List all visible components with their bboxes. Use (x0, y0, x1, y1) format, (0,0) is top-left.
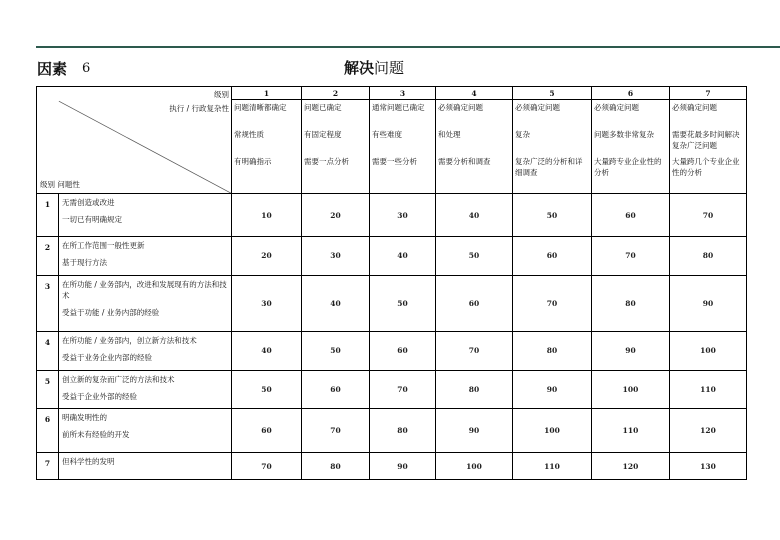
score-cell: 40 (370, 237, 436, 276)
score-cell: 120 (670, 408, 747, 453)
score-cell: 60 (370, 331, 436, 370)
level-header-row (37, 87, 747, 100)
score-cell: 110 (670, 370, 747, 408)
score-cell: 70 (592, 237, 670, 276)
score-cell: 80 (513, 331, 592, 370)
score-cell: 60 (232, 408, 302, 453)
level-number: 6 (592, 87, 670, 100)
score-cell: 20 (232, 237, 302, 276)
row-description: 在所功能 / 业务部内，改进和发展现有的方法和技术 受益于功能 / 业务内部的经验 (59, 275, 232, 331)
row-description: 但科学性的发明 (59, 453, 232, 480)
score-cell: 60 (436, 275, 513, 331)
page-title (344, 57, 404, 78)
row-description: 明确发明性的 前所未有经验的开发 (59, 408, 232, 453)
score-cell: 60 (513, 237, 592, 276)
row-index: 7 (37, 453, 59, 480)
score-cell: 50 (436, 237, 513, 276)
score-cell: 50 (370, 275, 436, 331)
row-index: 4 (37, 331, 59, 370)
level-number: 4 (436, 87, 513, 100)
level-number: 1 (232, 87, 302, 100)
score-cell: 70 (513, 275, 592, 331)
score-cell: 70 (436, 331, 513, 370)
score-cell: 40 (302, 275, 370, 331)
level-number: 5 (513, 87, 592, 100)
row-index: 2 (37, 237, 59, 276)
score-cell: 80 (302, 453, 370, 480)
score-cell: 100 (670, 331, 747, 370)
score-cell: 100 (436, 453, 513, 480)
score-cell: 40 (232, 331, 302, 370)
score-cell: 20 (302, 194, 370, 237)
score-cell: 90 (670, 275, 747, 331)
factor-number: 6 (82, 61, 91, 76)
score-cell: 70 (670, 194, 747, 237)
corner-exec-label: 执行 / 行政复杂性 (169, 104, 229, 113)
score-cell: 60 (592, 194, 670, 237)
table-row (37, 237, 747, 276)
score-cell: 80 (670, 237, 747, 276)
column-description: 必须确定问题 复杂 复杂广泛的分析和详细调查 (513, 100, 592, 194)
score-cell: 100 (513, 408, 592, 453)
row-index: 1 (37, 194, 59, 237)
level-number: 2 (302, 87, 370, 100)
table-row (37, 453, 747, 480)
score-cell: 90 (436, 408, 513, 453)
column-description: 必须确定问题 需要花最多时间解决复杂广泛问题 大量跨几个专业企业性的分析 (670, 100, 747, 194)
table-row (37, 275, 747, 331)
column-description: 问题清晰都确定 常规性质 有明确指示 (232, 100, 302, 194)
corner-scale-label: 级别 问题性 (40, 180, 80, 190)
table-row (37, 331, 747, 370)
score-cell: 90 (592, 331, 670, 370)
row-description: 创立新的复杂而广泛的方法和技术 受益于企业外部的经验 (59, 370, 232, 408)
score-cell: 80 (436, 370, 513, 408)
top-rule (36, 46, 780, 48)
row-description: 无需创造或改进 一切已有明确规定 (59, 194, 232, 237)
score-cell: 90 (370, 453, 436, 480)
score-cell: 80 (370, 408, 436, 453)
page-title-bold: 解决 (344, 59, 375, 77)
score-cell: 30 (302, 237, 370, 276)
score-cell: 130 (670, 453, 747, 480)
table-row (37, 370, 747, 408)
score-cell: 50 (232, 370, 302, 408)
level-number: 3 (370, 87, 436, 100)
score-cell: 110 (513, 453, 592, 480)
score-cell: 50 (302, 331, 370, 370)
score-cell: 80 (592, 275, 670, 331)
score-cell: 70 (370, 370, 436, 408)
row-description: 在所工作范围一般性更新 基于现行方法 (59, 237, 232, 276)
score-cell: 100 (592, 370, 670, 408)
row-index: 5 (37, 370, 59, 408)
score-cell: 40 (436, 194, 513, 237)
row-description: 在所功能 / 业务部内，创立新方法和技术 受益于业务企业内部的经验 (59, 331, 232, 370)
table-corner (37, 87, 232, 194)
score-cell: 90 (513, 370, 592, 408)
evaluation-table (36, 86, 747, 480)
table-row (37, 194, 747, 237)
column-description: 通常问题已确定 有些难度 需要一些分析 (370, 100, 436, 194)
row-index: 6 (37, 408, 59, 453)
score-cell: 70 (302, 408, 370, 453)
score-cell: 30 (232, 275, 302, 331)
level-number: 7 (670, 87, 747, 100)
score-cell: 120 (592, 453, 670, 480)
score-cell: 50 (513, 194, 592, 237)
score-cell: 70 (232, 453, 302, 480)
score-cell: 30 (370, 194, 436, 237)
page-title-rest: 问题 (374, 59, 405, 77)
column-description: 必须确定问题 和处理 需要分析和调查 (436, 100, 513, 194)
column-description: 问题已确定 有固定程度 需要一点分析 (302, 100, 370, 194)
column-description: 必须确定问题 问题多数非常复杂 大量跨专业企业性的分析 (592, 100, 670, 194)
factor-label: 因素 (37, 60, 68, 78)
score-cell: 110 (592, 408, 670, 453)
table-row (37, 408, 747, 453)
score-cell: 60 (302, 370, 370, 408)
score-cell: 10 (232, 194, 302, 237)
row-index: 3 (37, 275, 59, 331)
corner-level-label: 级别 (214, 90, 229, 99)
